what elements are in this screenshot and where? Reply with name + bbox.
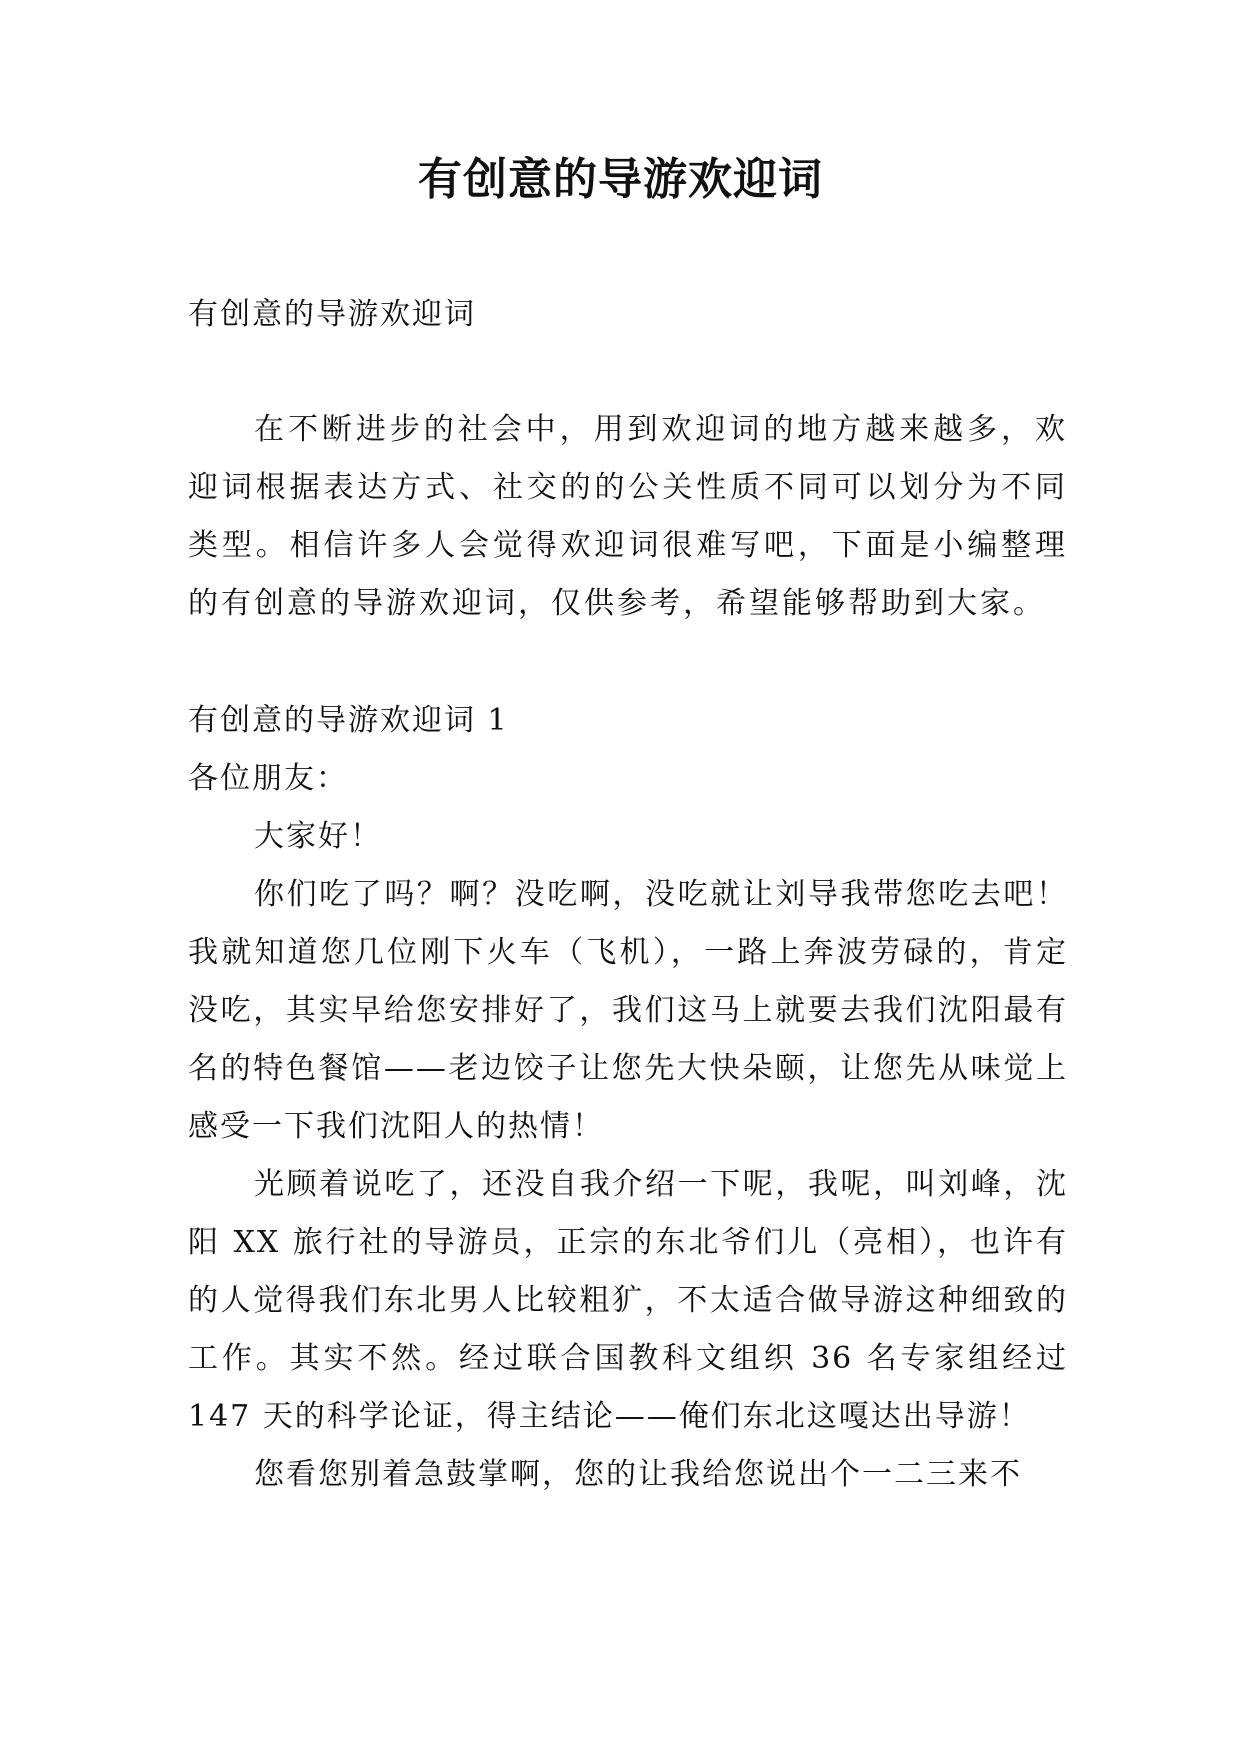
body-paragraphs bbox=[188, 808, 1068, 1504]
body-paragraph: 大家好！ bbox=[254, 819, 382, 854]
section-heading: 有创意的导游欢迎词 1 bbox=[188, 703, 509, 738]
intro-paragraph: 在不断进步的社会中，用到欢迎词的地方越来越多，欢迎词根据表达方式、社交的的公关性质不同可以划分为不同类型。相信许多人会觉得欢迎词很难写吧，下面是小编整理的有创意的导游欢迎词，仅供参考，希望能够帮助到大家。 bbox=[188, 412, 1068, 621]
body-paragraph: 您看您别着急鼓掌啊，您的让我给您说出个一二三来不 bbox=[254, 1457, 1022, 1492]
body-paragraph: 你们吃了吗？啊？没吃啊，没吃就让刘导我带您吃去吧！我就知道您几位刚下火车（飞机），一路上奔波劳碌的，肯定没吃，其实早给您安排好了，我们这马上就要去我们沈阳最有名的特色餐馆——老边饺子让您先大快朵颐，让您先从味觉上感受一下我们沈阳人的热情！ bbox=[188, 877, 1068, 1144]
salutation: 各位朋友： bbox=[188, 761, 348, 796]
document-subtitle: 有创意的导游欢迎词 bbox=[188, 297, 476, 332]
body-paragraph: 光顾着说吃了，还没自我介绍一下呢，我呢，叫刘峰，沈阳 XX 旅行社的导游员，正宗的东北爷们儿（亮相），也许有的人觉得我们东北男人比较粗犷，不太适合做导游这种细致的工作。其实不然。经过联合国教科文组织 36 名专家组经过 147 天的科学论证，得主结论——俺们东北这嘎达出导游！ bbox=[188, 1167, 1068, 1434]
document-title: 有创意的导游欢迎词 bbox=[418, 154, 823, 205]
